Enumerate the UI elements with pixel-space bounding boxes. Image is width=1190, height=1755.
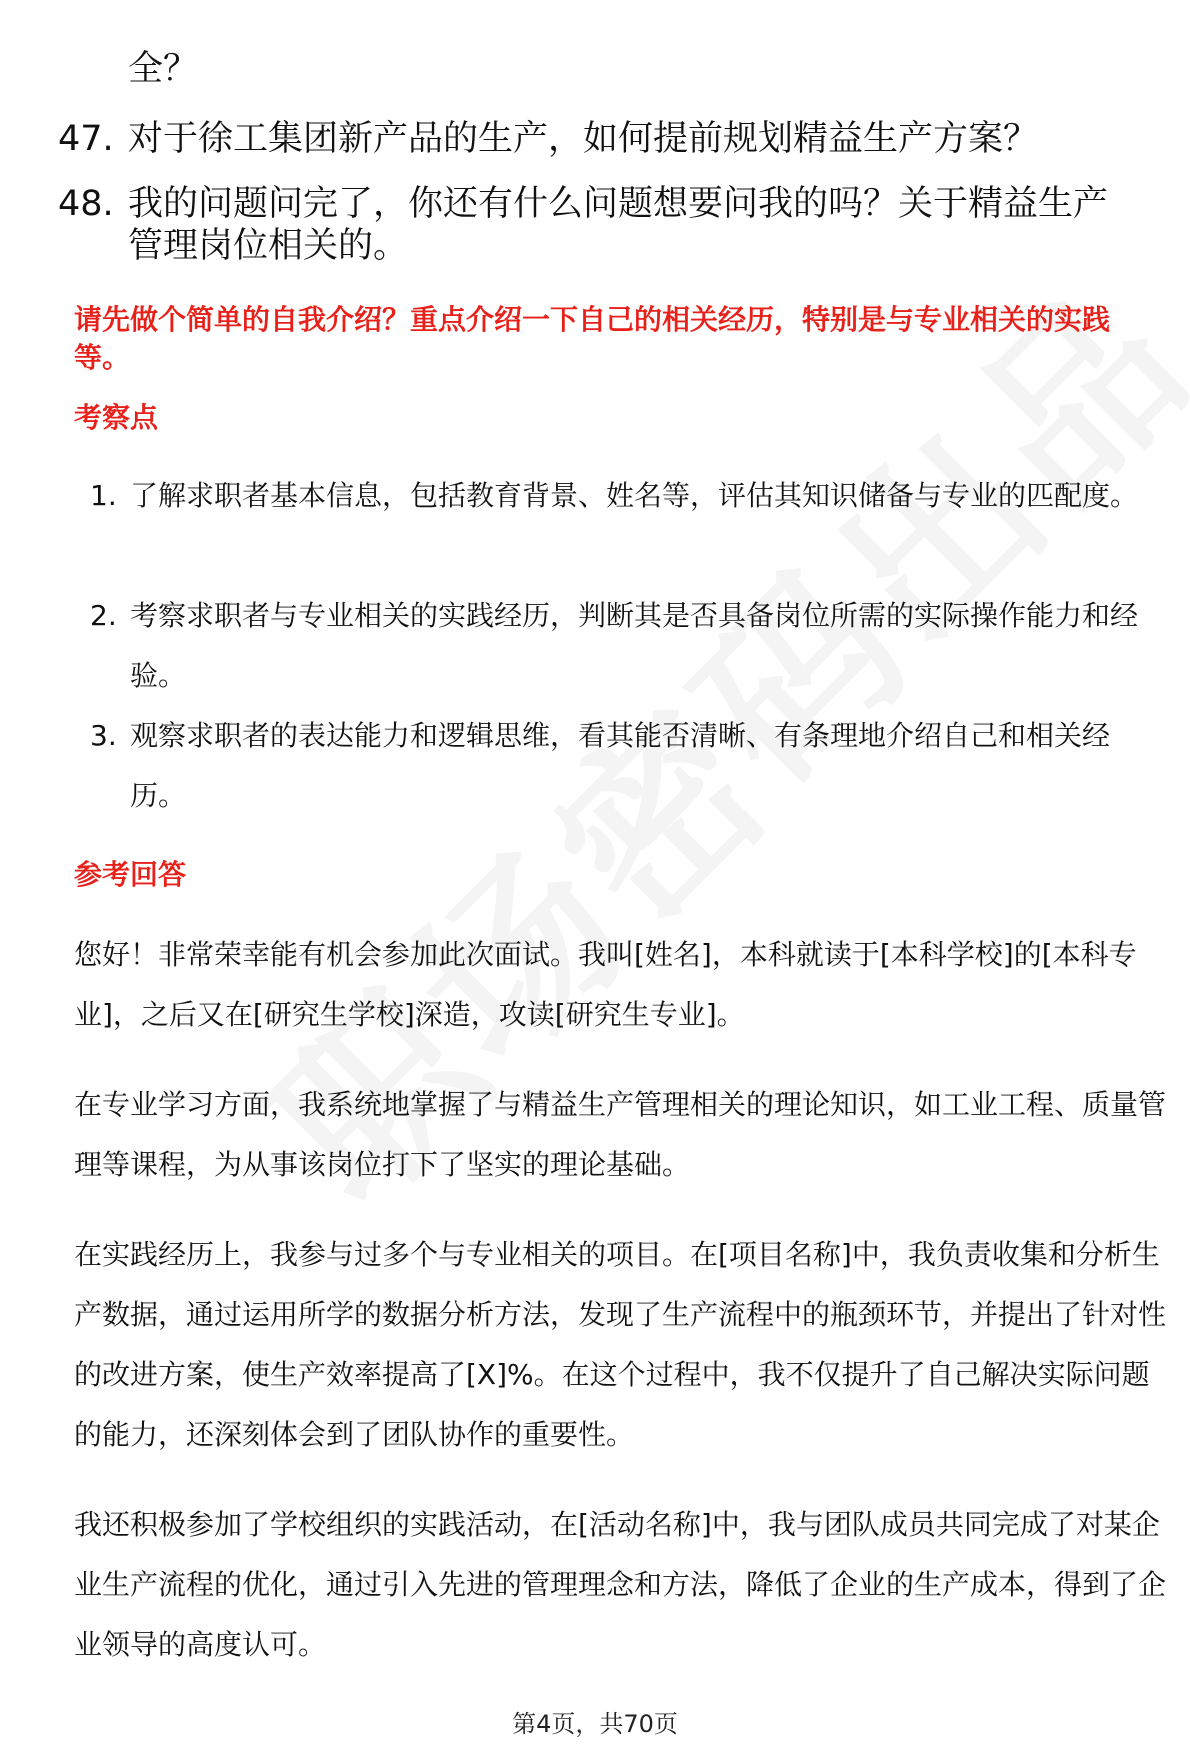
assessment-point-number: 1. bbox=[90, 479, 117, 512]
assessment-point-text: 了解求职者基本信息，包括教育背景、姓名等，评估其知识储备与专业的匹配度。 bbox=[130, 479, 1139, 512]
reference-answer-label: 参考回答 bbox=[74, 858, 187, 891]
assessment-point bbox=[74, 586, 1164, 706]
reference-paragraph: 我还积极参加了学校组织的实践活动，在[活动名称]中，我与团队成员共同完成了对某企业生产流程的优化，通过引入先进的管理理念和方法，降低了企业的生产成本，得到了企业领导的高度认可。 bbox=[74, 1508, 1167, 1661]
assessment-point-number: 2. bbox=[90, 599, 117, 632]
assessment-point bbox=[74, 466, 1164, 526]
main-question-heading: 请先做个简单的自我介绍？重点介绍一下自己的相关经历，特别是与专业相关的实践等。 bbox=[74, 303, 1111, 374]
question-48-number: 48. bbox=[58, 184, 114, 224]
assessment-point bbox=[74, 706, 1164, 826]
assessment-point-number: 3. bbox=[90, 719, 117, 752]
question-46-tail: 全？ bbox=[128, 49, 199, 89]
question-48-line1: 我的问题问完了，你还有什么问题想要问我的吗？关于精益生产 bbox=[128, 184, 1109, 224]
reference-paragraph: 在实践经历上，我参与过多个与专业相关的项目。在[项目名称]中，我负责收集和分析生产数据，通过运用所学的数据分析方法，发现了生产流程中的瓶颈环节，并提出了针对性的改进方案，使生产效率提高了[X]%。在这个过程中，我不仅提升了自己解决实际问题的能力，还深刻体会到了团队协作的重要性。 bbox=[74, 1238, 1167, 1451]
reference-paragraph: 在专业学习方面，我系统地掌握了与精益生产管理相关的理论知识，如工业工程、质量管理等课程，为从事该岗位打下了坚实的理论基础。 bbox=[74, 1088, 1167, 1181]
assessment-point-text: 观察求职者的表达能力和逻辑思维，看其能否清晰、有条理地介绍自己和相关经历。 bbox=[130, 719, 1111, 812]
reference-paragraph: 您好！非常荣幸能有机会参加此次面试。我叫[姓名]，本科就读于[本科学校]的[本科专业]，之后又在[研究生学校]深造，攻读[研究生专业]。 bbox=[74, 938, 1137, 1031]
question-47-text: 对于徐工集团新产品的生产，如何提前规划精益生产方案？ bbox=[128, 119, 1039, 159]
assessment-point-text: 考察求职者与专业相关的实践经历，判断其是否具备岗位所需的实际操作能力和经验。 bbox=[130, 599, 1139, 692]
question-48-line2: 管理岗位相关的。 bbox=[128, 226, 409, 266]
assessment-label: 考察点 bbox=[74, 401, 159, 434]
page-number-footer: 第4页，共70页 bbox=[512, 1710, 678, 1738]
question-47-number: 47. bbox=[58, 119, 114, 159]
